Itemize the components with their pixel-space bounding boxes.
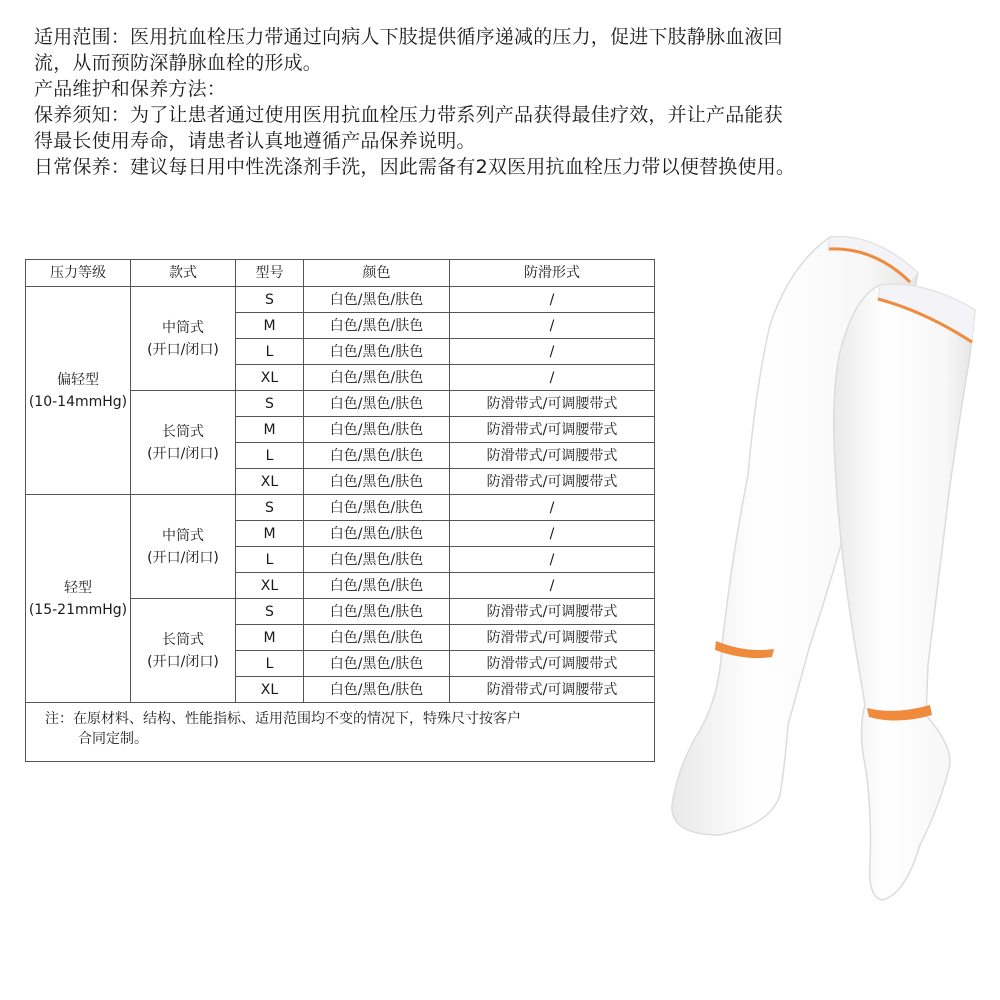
header-pressure-level: 压力等级 bbox=[26, 260, 131, 287]
color-cell: 白色/黑色/肤色 bbox=[304, 443, 450, 469]
antislip-cell: 防滑带式/可调腰带式 bbox=[450, 677, 655, 703]
size-cell: L bbox=[236, 443, 304, 469]
style-opening: (开口/闭口) bbox=[147, 341, 219, 358]
table-note bbox=[26, 703, 655, 762]
color-cell: 白色/黑色/肤色 bbox=[304, 313, 450, 339]
color-cell: 白色/黑色/肤色 bbox=[304, 495, 450, 521]
intro-line: 产品维护和保养方法： bbox=[34, 78, 227, 100]
color-cell: 白色/黑色/肤色 bbox=[304, 469, 450, 495]
level-name: 轻型 bbox=[64, 579, 92, 596]
size-cell: S bbox=[236, 495, 304, 521]
color-cell: 白色/黑色/肤色 bbox=[304, 677, 450, 703]
pressure-level-cell bbox=[26, 287, 131, 495]
style-name: 长筒式 bbox=[162, 631, 204, 648]
style-cell bbox=[131, 495, 236, 599]
size-cell: XL bbox=[236, 677, 304, 703]
size-cell: M bbox=[236, 313, 304, 339]
antislip-cell: 防滑带式/可调腰带式 bbox=[450, 417, 655, 443]
antislip-cell: 防滑带式/可调腰带式 bbox=[450, 625, 655, 651]
color-cell: 白色/黑色/肤色 bbox=[304, 391, 450, 417]
color-cell: 白色/黑色/肤色 bbox=[304, 521, 450, 547]
antislip-cell: / bbox=[450, 365, 655, 391]
intro-line: 得最长使用寿命，请患者认真地遵循产品保养说明。 bbox=[34, 130, 476, 152]
style-cell bbox=[131, 599, 236, 703]
header-model: 型号 bbox=[236, 260, 304, 287]
antislip-cell: / bbox=[450, 573, 655, 599]
color-cell: 白色/黑色/肤色 bbox=[304, 365, 450, 391]
header-style: 款式 bbox=[131, 260, 236, 287]
table-note-row bbox=[26, 703, 655, 762]
table-row bbox=[26, 495, 655, 521]
antislip-cell: / bbox=[450, 339, 655, 365]
style-name: 长筒式 bbox=[162, 423, 204, 440]
size-cell: L bbox=[236, 651, 304, 677]
pressure-level-cell bbox=[26, 495, 131, 703]
antislip-cell: 防滑带式/可调腰带式 bbox=[450, 391, 655, 417]
header-antislip: 防滑形式 bbox=[450, 260, 655, 287]
antislip-cell: 防滑带式/可调腰带式 bbox=[450, 443, 655, 469]
level-pressure: (10-14mmHg) bbox=[28, 393, 128, 410]
header-color: 颜色 bbox=[304, 260, 450, 287]
product-photo bbox=[660, 225, 980, 925]
spec-table bbox=[25, 259, 655, 762]
antislip-cell: / bbox=[450, 521, 655, 547]
intro-text bbox=[34, 24, 934, 180]
antislip-cell: / bbox=[450, 547, 655, 573]
stocking-pair-icon bbox=[660, 225, 980, 925]
intro-line: 保养须知：为了让患者通过使用医用抗血栓压力带系列产品获得最佳疗效，并让产品能获 bbox=[34, 104, 783, 126]
color-cell: 白色/黑色/肤色 bbox=[304, 599, 450, 625]
size-cell: L bbox=[236, 547, 304, 573]
style-cell bbox=[131, 287, 236, 391]
color-cell: 白色/黑色/肤色 bbox=[304, 339, 450, 365]
intro-line: 流，从而预防深静脉血栓的形成。 bbox=[34, 52, 323, 74]
note-line-1: 注：在原材料、结构、性能指标、适用范围均不变的情况下，特殊尺寸按客户 bbox=[45, 711, 521, 727]
style-cell bbox=[131, 391, 236, 495]
style-name: 中筒式 bbox=[162, 319, 204, 336]
size-cell: S bbox=[236, 599, 304, 625]
color-cell: 白色/黑色/肤色 bbox=[304, 417, 450, 443]
color-cell: 白色/黑色/肤色 bbox=[304, 573, 450, 599]
size-cell: XL bbox=[236, 365, 304, 391]
antislip-cell: / bbox=[450, 495, 655, 521]
size-cell: L bbox=[236, 339, 304, 365]
level-name: 偏轻型 bbox=[57, 371, 99, 388]
antislip-cell: 防滑带式/可调腰带式 bbox=[450, 599, 655, 625]
table-row bbox=[26, 287, 655, 313]
level-pressure: (15-21mmHg) bbox=[28, 601, 128, 618]
antislip-cell: 防滑带式/可调腰带式 bbox=[450, 469, 655, 495]
color-cell: 白色/黑色/肤色 bbox=[304, 287, 450, 313]
intro-line: 日常保养：建议每日用中性洗涤剂手洗，因此需备有2双医用抗血栓压力带以便替换使用。 bbox=[34, 156, 796, 178]
color-cell: 白色/黑色/肤色 bbox=[304, 651, 450, 677]
size-cell: S bbox=[236, 391, 304, 417]
size-cell: M bbox=[236, 417, 304, 443]
color-cell: 白色/黑色/肤色 bbox=[304, 625, 450, 651]
antislip-cell: / bbox=[450, 313, 655, 339]
antislip-cell: / bbox=[450, 287, 655, 313]
size-cell: XL bbox=[236, 469, 304, 495]
style-opening: (开口/闭口) bbox=[147, 653, 219, 670]
intro-line: 适用范围：医用抗血栓压力带通过向病人下肢提供循序递减的压力，促进下肢静脉血液回 bbox=[34, 26, 783, 48]
size-cell: XL bbox=[236, 573, 304, 599]
style-opening: (开口/闭口) bbox=[147, 445, 219, 462]
style-opening: (开口/闭口) bbox=[147, 549, 219, 566]
color-cell: 白色/黑色/肤色 bbox=[304, 547, 450, 573]
table-header-row bbox=[26, 260, 655, 287]
style-name: 中筒式 bbox=[162, 527, 204, 544]
size-cell: M bbox=[236, 625, 304, 651]
front-stocking bbox=[834, 284, 975, 900]
size-cell: S bbox=[236, 287, 304, 313]
size-cell: M bbox=[236, 521, 304, 547]
note-line-2: 合同定制。 bbox=[78, 731, 148, 747]
antislip-cell: 防滑带式/可调腰带式 bbox=[450, 651, 655, 677]
